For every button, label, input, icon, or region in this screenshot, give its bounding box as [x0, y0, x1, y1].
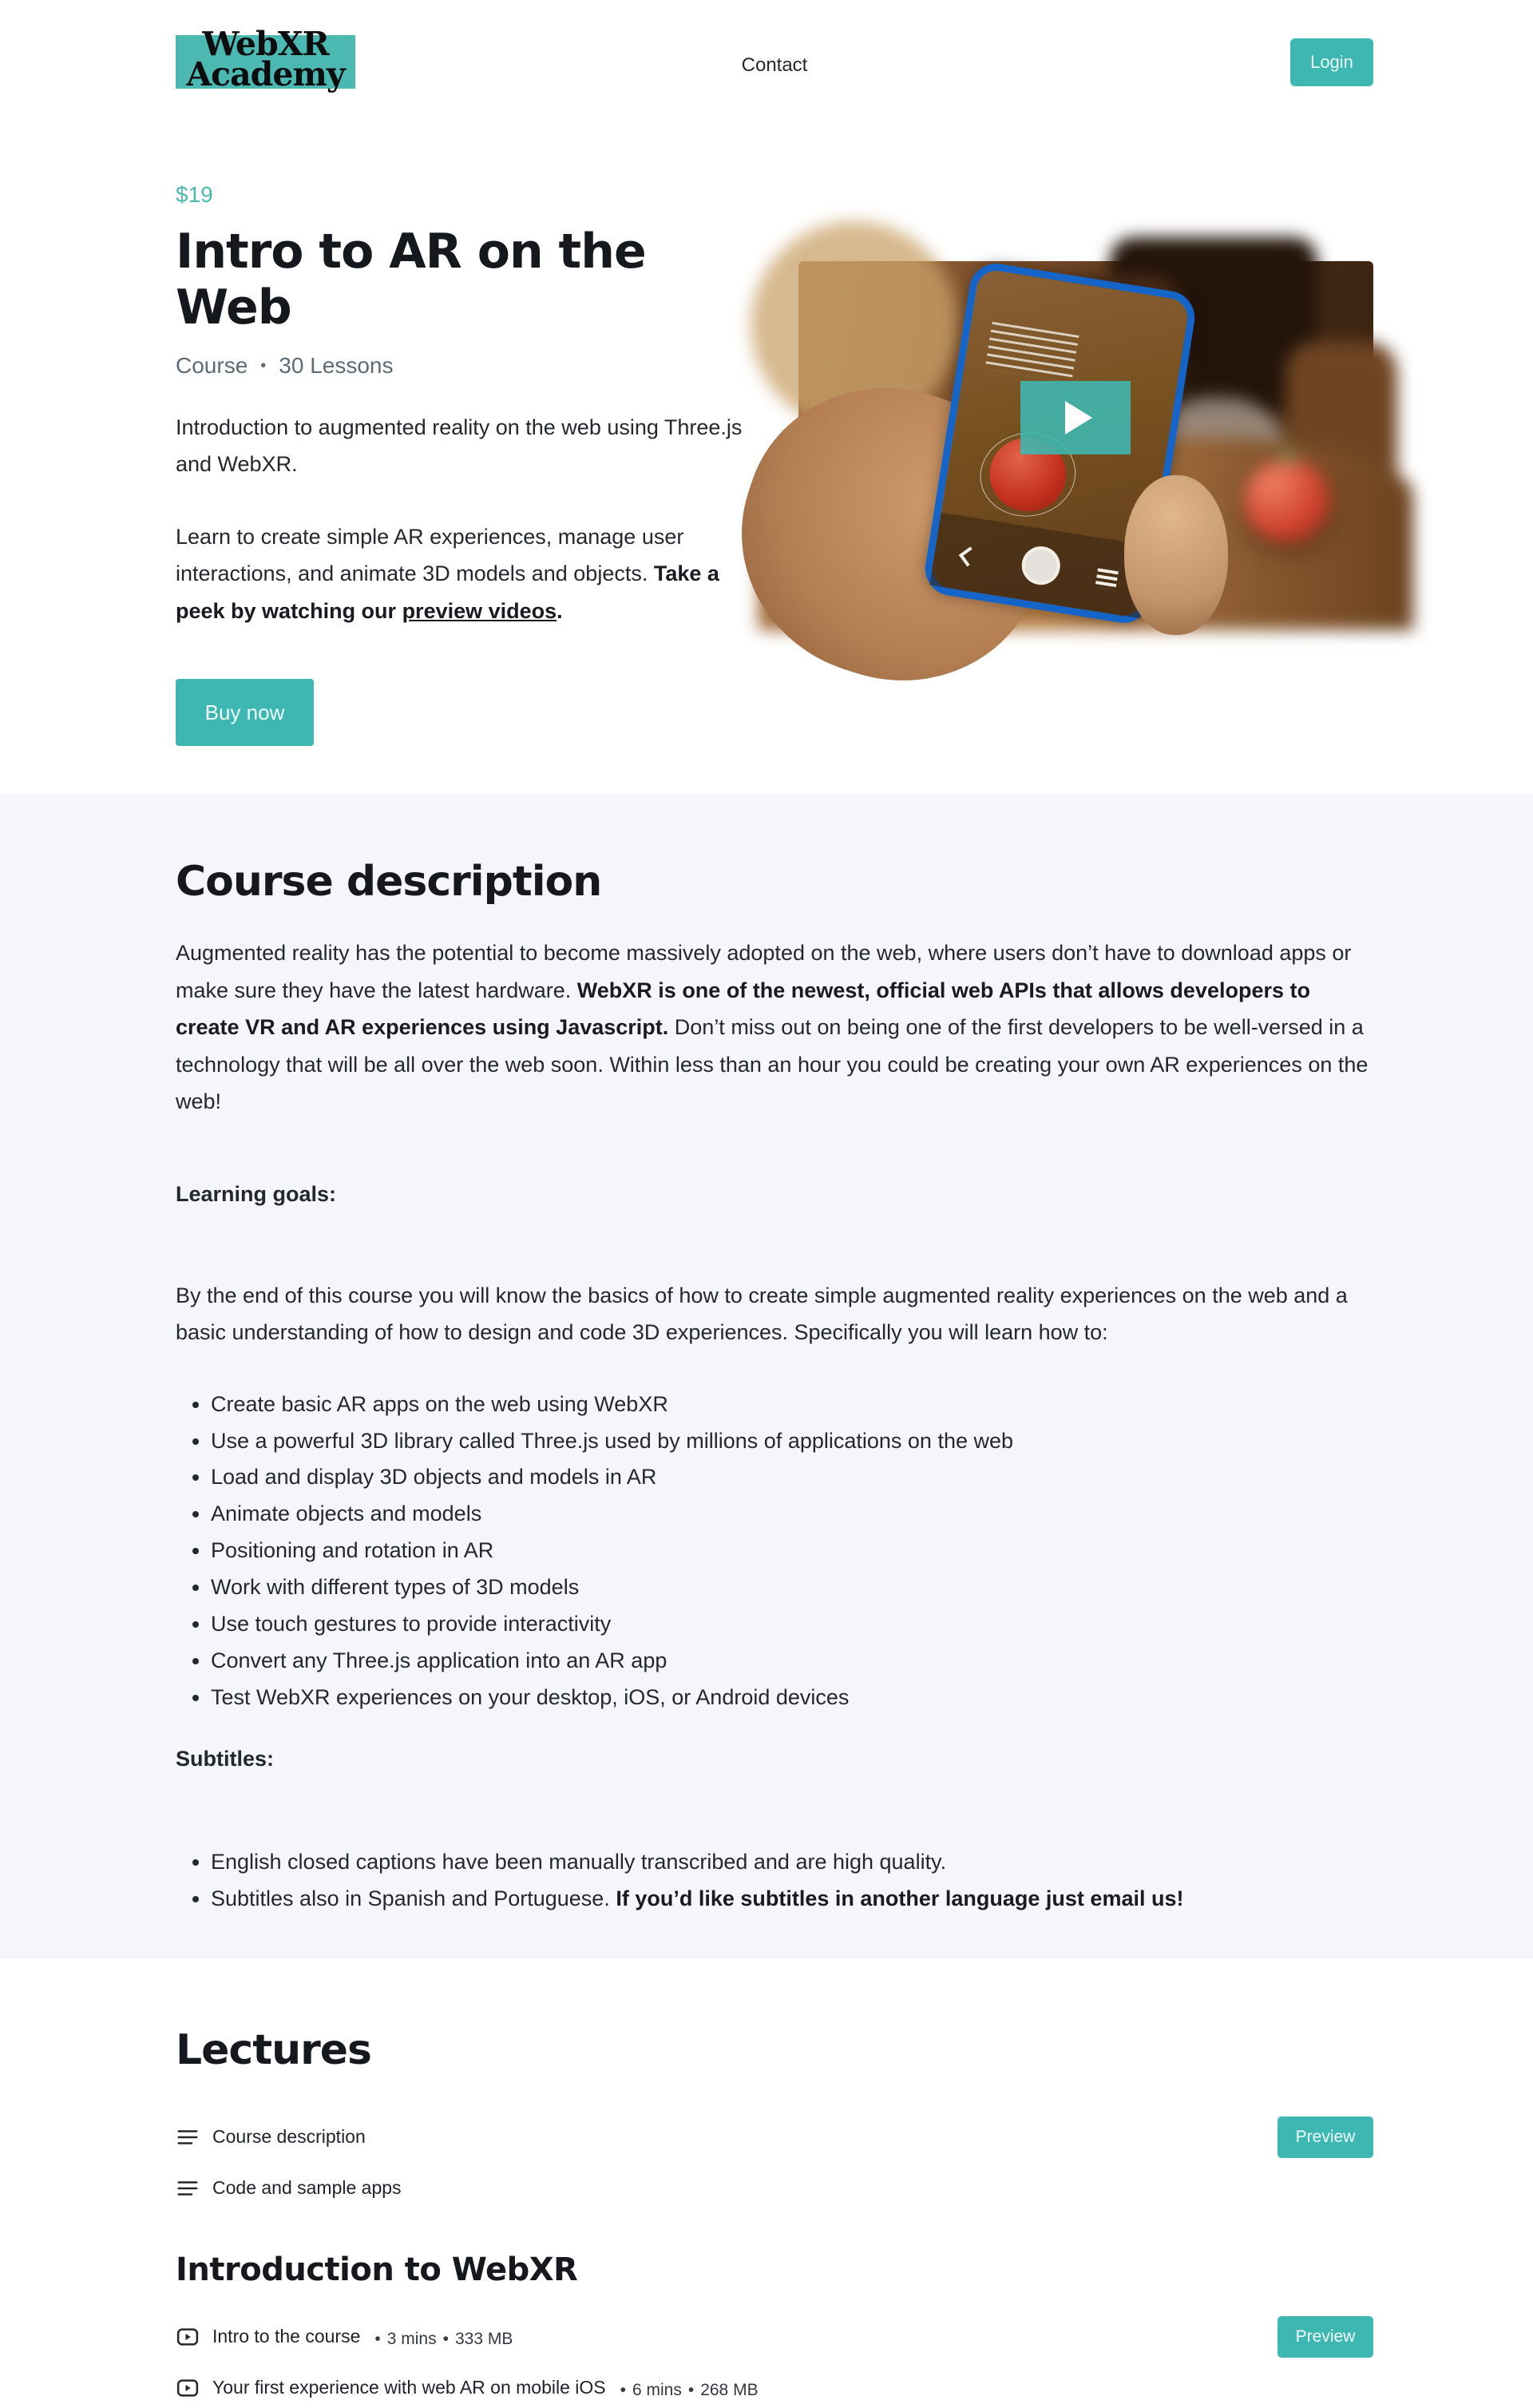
attachment-title: Code and sample apps	[212, 2177, 402, 2199]
course-preview-video[interactable]	[798, 261, 1373, 582]
course-description-section	[0, 794, 1533, 1959]
header	[176, 0, 1373, 120]
learning-goals-heading: Learning goals:	[176, 1182, 337, 1207]
nav-contact-link[interactable]: Contact	[741, 54, 808, 76]
lesson-title: Intro to the course	[212, 2326, 361, 2347]
subtitles-item	[211, 1844, 1373, 1881]
learning-goals-list	[176, 1386, 1373, 1716]
subtitles-item-bold: If you’d like subtitles in another language just email us!	[616, 1886, 1184, 1911]
phone-menu-icon	[1095, 568, 1118, 590]
learning-goal-item: • Test WebXR experiences on your desktop, iOS, or Android devices	[211, 1680, 1373, 1716]
chapter-heading: Introduction to WebXR	[176, 2251, 578, 2288]
video-play-icon	[176, 2325, 200, 2349]
description-rest: Don’t miss out on being one of the first developers to be well-versed in a technology that will be all over the web soon. Within less than an hour you could be creating your own AR experiences on the web!	[176, 1015, 1369, 1113]
lesson-size: 268 MB	[700, 2380, 759, 2399]
attachment-title: Course description	[212, 2126, 366, 2148]
description-2-text: Learn to create simple AR experiences, manage user interactions, and animate 3D models and objects.	[176, 524, 684, 586]
lesson-row	[176, 2317, 1373, 2357]
learning-goal-item: • Load and display 3D objects and models in AR	[211, 1459, 1373, 1496]
notes-icon	[176, 2176, 200, 2200]
video-play-icon	[176, 2376, 200, 2400]
meta-separator: •	[620, 2380, 626, 2399]
subtitles-item-text: Subtitles also in Spanish and Portuguese.	[211, 1886, 616, 1911]
preview-button[interactable]: Preview	[1278, 2316, 1373, 2358]
preview-button[interactable]: Preview	[1278, 2116, 1373, 2158]
site-logo-text	[176, 25, 355, 94]
meta-separator: •	[442, 2329, 449, 2348]
hero-section	[176, 120, 1373, 794]
notes-icon	[176, 2125, 200, 2149]
description-bold: WebXR is one of the newest, official web APIs that allows developers to create VR and AR experiences using Javascript.	[176, 978, 1310, 1040]
preview-videos-link[interactable]: preview videos	[402, 598, 557, 623]
learning-goals-intro: By the end of this course you will know the basics of how to create simple augmented reality experiences on the web and a basic understanding of how to design and code 3D experiences. Specifically you will learn how to:	[176, 1283, 1348, 1345]
course-description-paragraph	[176, 934, 1373, 1120]
lesson-meta	[368, 2330, 513, 2349]
learning-goal-item: • Positioning and rotation in AR	[211, 1533, 1373, 1569]
lectures-heading: Lectures	[176, 2025, 371, 2074]
lesson-size: 333 MB	[454, 2329, 513, 2348]
play-icon	[1065, 401, 1092, 434]
learning-goal-item: • Work with different types of 3D models	[211, 1569, 1373, 1606]
course-short-description: Introduction to augmented reality on the web using Three.js and WebXR.	[176, 415, 743, 477]
buy-now-button[interactable]: Buy now	[176, 679, 314, 746]
course-short-description-2	[176, 518, 747, 629]
description-normal: Augmented reality has the potential to become massively adopted on the web, where users don’t have to download apps or make sure they have the latest hardware.	[176, 941, 1352, 1002]
learning-goal-item: • Animate objects and models	[211, 1496, 1373, 1533]
lessons-list	[176, 2317, 1373, 2408]
lesson-duration: 3 mins	[386, 2329, 437, 2348]
course-meta	[176, 353, 751, 379]
phone-back-icon	[959, 546, 979, 566]
login-button[interactable]: Login	[1290, 38, 1373, 86]
site-logo[interactable]	[176, 25, 355, 94]
subtitles-item	[211, 1881, 1373, 1918]
phone-shutter-button	[1019, 544, 1063, 588]
learning-goal-item: • Convert any Three.js application into an AR app	[211, 1643, 1373, 1680]
lesson-meta	[614, 2381, 759, 2400]
lectures-section	[0, 1959, 1533, 2408]
course-lessons-count: 30 Lessons	[279, 353, 394, 378]
attachment-row	[176, 2117, 1373, 2157]
lesson-title: Your first experience with web AR on mobile iOS	[212, 2377, 606, 2398]
photo-finger	[1124, 475, 1228, 635]
video-play-overlay[interactable]	[1020, 381, 1131, 454]
course-title: Intro to AR on the Web	[176, 224, 646, 335]
course-type: Course	[176, 353, 248, 378]
learning-goal-item: • Use a powerful 3D library called Three.js used by millions of applications on the web	[211, 1423, 1373, 1460]
photo-tomato	[1244, 459, 1330, 542]
learning-goal-item: • Use touch gestures to provide interactivity	[211, 1606, 1373, 1643]
lesson-duration: 6 mins	[632, 2380, 682, 2399]
subtitles-heading: Subtitles:	[176, 1746, 275, 1771]
course-description-heading: Course description	[176, 858, 602, 906]
learning-goal-item: • Create basic AR apps on the web using WebXR	[211, 1386, 1373, 1423]
meta-separator: •	[687, 2380, 695, 2399]
attachments-list	[176, 2117, 1373, 2208]
attachment-row	[176, 2168, 1373, 2208]
phone-ar-label	[984, 322, 1079, 383]
meta-separator: •	[260, 356, 267, 375]
description-2-bold: Take a peek by watching our	[176, 561, 719, 623]
meta-separator: •	[374, 2329, 381, 2348]
description-2-period: .	[557, 598, 563, 623]
logo-line-2: Academy	[186, 55, 345, 94]
photo-tomato-stem	[1279, 451, 1297, 464]
hero-text-column	[176, 182, 751, 746]
lesson-row	[176, 2368, 1373, 2408]
subtitles-list	[176, 1844, 1373, 1918]
subtitles-item-text: English closed captions have been manually transcribed and are high quality.	[211, 1850, 947, 1874]
logo-line-1: WebXR	[202, 25, 329, 63]
course-price: $19	[176, 182, 213, 207]
